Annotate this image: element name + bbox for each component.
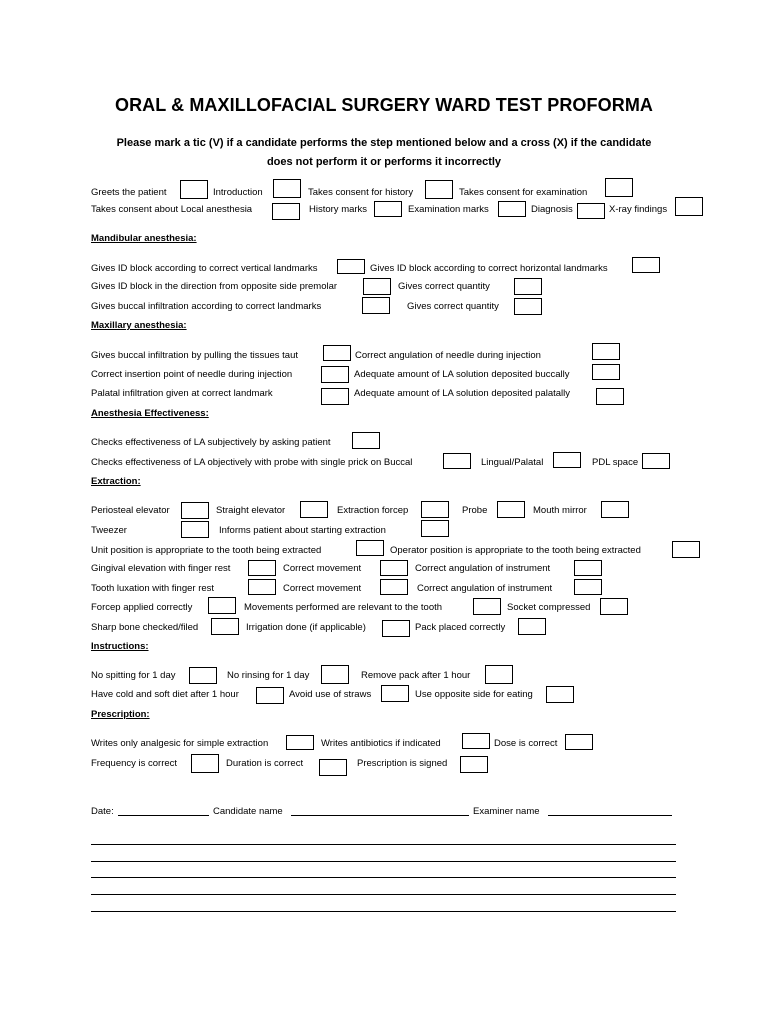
checkbox-history-marks[interactable] [374,201,402,217]
label-remove-pack: Remove pack after 1 hour [361,670,471,681]
label-angulation-1: Correct angulation of instrument [415,563,551,574]
notes-line[interactable] [91,894,676,895]
checkbox-socket-compressed[interactable] [600,598,628,615]
heading-effectiveness: Anesthesia Effectiveness: [91,408,209,419]
label-prescription-signed: Prescription is signed [357,758,448,769]
checkbox-cold-soft-diet[interactable] [256,687,284,704]
checkbox-mand-quantity-1[interactable] [514,278,542,295]
checkbox-objective-buccal[interactable] [443,453,471,469]
label-examination-marks: Examination marks [408,204,489,215]
label-objective-buccal: Checks effectiveness of LA objectively with probe with single prick on Buccal [91,457,413,468]
label-buccal-landmarks: Gives buccal infiltration according to correct landmarks [91,301,322,312]
checkbox-diagnosis[interactable] [577,203,605,219]
label-analgesic-only: Writes only analgesic for simple extraction [91,738,269,749]
checkbox-consent-examination[interactable] [605,178,633,197]
checkbox-pdl-space[interactable] [642,453,670,469]
label-no-rinsing: No rinsing for 1 day [227,670,310,681]
checkbox-greets-patient[interactable] [180,180,208,199]
checkbox-antibiotics[interactable] [462,733,490,749]
checkbox-buccal-landmarks[interactable] [362,297,390,314]
checkbox-periosteal-elevator[interactable] [181,502,209,519]
label-no-spitting: No spitting for 1 day [91,670,176,681]
checkbox-introduction[interactable] [273,179,301,198]
checkbox-examination-marks[interactable] [498,201,526,217]
checkbox-la-palatally[interactable] [596,388,624,405]
notes-line[interactable] [91,877,676,878]
label-mand-quantity-1: Gives correct quantity [398,281,490,292]
label-mand-quantity-2: Gives correct quantity [407,301,499,312]
checkbox-forcep-applied[interactable] [208,597,236,614]
checkbox-xray-findings[interactable] [675,197,703,216]
label-extraction-forcep: Extraction forcep [337,505,409,516]
label-opposite-side: Use opposite side for eating [415,689,533,700]
checkbox-no-rinsing[interactable] [321,665,349,684]
heading-prescription: Prescription: [91,709,150,720]
heading-mandibular: Mandibular anesthesia: [91,233,197,244]
candidate-name-field[interactable] [291,806,469,816]
label-examiner-name: Examiner name [473,806,540,817]
checkbox-consent-la[interactable] [272,203,300,220]
label-operator-position: Operator position is appropriate to the tooth being extracted [390,545,641,556]
checkbox-id-vertical[interactable] [337,259,365,274]
label-greets-patient: Greets the patient [91,187,167,198]
label-palatal-landmark: Palatal infiltration given at correct landmark [91,388,273,399]
label-consent-la: Takes consent about Local anesthesia [91,204,253,215]
checkbox-correct-movement-2[interactable] [380,579,408,595]
label-dose-correct: Dose is correct [494,738,558,749]
label-la-palatally: Adequate amount of LA solution deposited palatally [354,388,571,399]
label-id-direction: Gives ID block in the direction from opposite side premolar [91,281,338,292]
checkbox-informs-patient[interactable] [421,520,449,537]
checkbox-probe[interactable] [497,501,525,518]
label-id-vertical: Gives ID block according to correct vertical landmarks [91,263,318,274]
checkbox-duration-correct[interactable] [319,759,347,776]
checkbox-movements-relevant[interactable] [473,598,501,615]
checkbox-mouth-mirror[interactable] [601,501,629,518]
label-duration-correct: Duration is correct [226,758,304,769]
heading-maxillary: Maxillary anesthesia: [91,320,187,331]
label-movements-relevant: Movements performed are relevant to the tooth [244,602,443,613]
label-history-marks: History marks [309,204,368,215]
checkbox-id-horizontal[interactable] [632,257,660,273]
notes-line[interactable] [91,861,676,862]
label-lingual-palatal: Lingual/Palatal [481,457,544,468]
label-la-buccally: Adequate amount of LA solution deposited buccally [354,369,570,380]
label-socket-compressed: Socket compressed [507,602,591,613]
checkbox-no-spitting[interactable] [189,667,217,684]
label-pack-placed: Pack placed correctly [415,622,506,633]
checkbox-insertion-point[interactable] [321,366,349,383]
checkbox-angulation-1[interactable] [574,560,602,576]
checkbox-tooth-luxation[interactable] [248,579,276,595]
label-antibiotics: Writes antibiotics if indicated [321,738,441,749]
checkbox-subjective-check[interactable] [352,432,380,449]
checkbox-id-direction[interactable] [363,278,391,295]
checkbox-angulation-2[interactable] [574,579,602,595]
label-introduction: Introduction [213,187,263,198]
checkbox-remove-pack[interactable] [485,665,513,684]
checkbox-analgesic-only[interactable] [286,735,314,750]
label-straight-elevator: Straight elevator [216,505,286,516]
label-tooth-luxation: Tooth luxation with finger rest [91,583,215,594]
instruction-line-1: Please mark a tic (V) if a candidate performs the step mentioned below and a cross (X) if the candidate [116,137,652,149]
checkbox-straight-elevator[interactable] [300,501,328,518]
date-field[interactable] [118,806,209,816]
label-correct-movement-1: Correct movement [283,563,362,574]
checkbox-irrigation[interactable] [382,620,410,637]
notes-line[interactable] [91,911,676,912]
checkbox-extraction-forcep[interactable] [421,501,449,518]
label-consent-examination: Takes consent for examination [459,187,588,198]
checkbox-frequency-correct[interactable] [191,754,219,773]
label-forcep-applied: Forcep applied correctly [91,602,193,613]
checkbox-prescription-signed[interactable] [460,756,488,773]
label-date: Date: [91,806,114,817]
checkbox-pack-placed[interactable] [518,618,546,635]
label-tweezer: Tweezer [91,525,127,536]
page-title: ORAL & MAXILLOFACIAL SURGERY WARD TEST PROFORMA [114,95,654,115]
label-gingival-elevation: Gingival elevation with finger rest [91,563,231,574]
label-informs-patient: Informs patient about starting extraction [219,525,386,536]
label-periosteal-elevator: Periosteal elevator [91,505,170,516]
label-sharp-bone: Sharp bone checked/filed [91,622,199,633]
checkbox-mand-quantity-2[interactable] [514,298,542,315]
label-cold-soft-diet: Have cold and soft diet after 1 hour [91,689,239,700]
label-insertion-point: Correct insertion point of needle during injection [91,369,293,380]
label-probe: Probe [462,505,488,516]
checkbox-correct-movement-1[interactable] [380,560,408,576]
checkbox-palatal-landmark[interactable] [321,388,349,405]
checkbox-lingual-palatal[interactable] [553,452,581,468]
checkbox-gingival-elevation[interactable] [248,560,276,576]
heading-extraction: Extraction: [91,476,141,487]
checkbox-consent-history[interactable] [425,180,453,199]
checkbox-avoid-straws[interactable] [381,685,409,702]
instruction-line-2: does not perform it or performs it incorrectly [266,156,502,168]
label-consent-history: Takes consent for history [308,187,414,198]
examiner-name-field[interactable] [548,806,672,816]
label-unit-position: Unit position is appropriate to the tooth being extracted [91,545,322,556]
label-id-horizontal: Gives ID block according to correct horizontal landmarks [370,263,608,274]
checkbox-buccal-taut[interactable] [323,345,351,361]
label-xray-findings: X-ray findings [609,204,668,215]
label-pdl-space: PDL space [592,457,639,468]
label-diagnosis: Diagnosis [531,204,573,215]
label-mouth-mirror: Mouth mirror [533,505,587,516]
checkbox-unit-position[interactable] [356,540,384,556]
label-avoid-straws: Avoid use of straws [289,689,372,700]
checkbox-tweezer[interactable] [181,521,209,538]
notes-line[interactable] [91,844,676,845]
heading-instructions: Instructions: [91,641,149,652]
checkbox-needle-angulation[interactable] [592,343,620,360]
checkbox-operator-position[interactable] [672,541,700,558]
label-frequency-correct: Frequency is correct [91,758,178,769]
label-needle-angulation: Correct angulation of needle during injection [355,350,541,361]
label-correct-movement-2: Correct movement [283,583,362,594]
checkbox-opposite-side[interactable] [546,686,574,703]
label-irrigation: Irrigation done (if applicable) [246,622,366,633]
label-angulation-2: Correct angulation of instrument [417,583,553,594]
checkbox-sharp-bone[interactable] [211,618,239,635]
checkbox-dose-correct[interactable] [565,734,593,750]
label-candidate-name: Candidate name [213,806,283,817]
label-buccal-taut: Gives buccal infiltration by pulling the tissues taut [91,350,298,361]
checkbox-la-buccally[interactable] [592,364,620,380]
label-subjective-check: Checks effectiveness of LA subjectively by asking patient [91,437,331,448]
